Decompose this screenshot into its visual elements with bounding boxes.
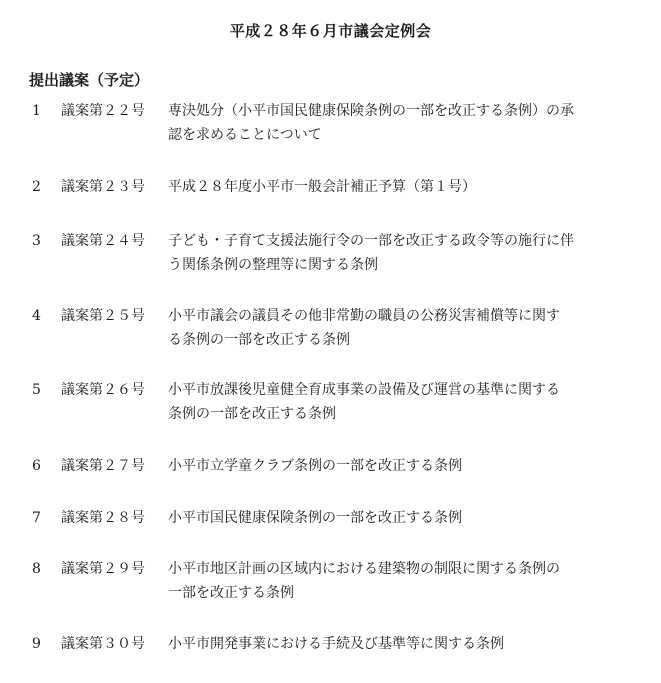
bill-title-line: 小平市立学童クラブ条例の一部を改正する条例 xyxy=(168,458,462,474)
bill-number: 議案第２９号 xyxy=(61,561,145,577)
bill-number: 議案第２２号 xyxy=(61,103,145,119)
document-title: 平成２８年６月市議会定例会 xyxy=(229,22,432,40)
bill-number: 議案第３０号 xyxy=(61,636,145,652)
item-number: 8 xyxy=(32,561,41,577)
bill-title-line: 小平市国民健康保険条例の一部を改正する条例 xyxy=(168,510,462,526)
item-number: 3 xyxy=(32,233,41,249)
item-number: 5 xyxy=(32,382,41,398)
bill-title xyxy=(168,557,613,605)
bill-title-line: る条例の一部を改正する条例 xyxy=(168,332,350,348)
bill-number: 議案第２５号 xyxy=(61,308,145,324)
item-number: 9 xyxy=(32,636,41,652)
item-number: 6 xyxy=(32,458,41,474)
item-number: 4 xyxy=(32,308,41,324)
item-number: 7 xyxy=(32,510,41,526)
bill-number: 議案第２３号 xyxy=(61,179,145,195)
bill-title-line: 一部を改正する条例 xyxy=(168,585,294,601)
bill-title xyxy=(168,99,613,147)
bill-title-line: 小平市地区計画の区域内における建築物の制限に関する条例の xyxy=(168,561,560,577)
section-heading: 提出議案（予定） xyxy=(29,71,150,89)
bill-title-line: 子ども・子育て支援法施行令の一部を改正する政令等の施行に伴 xyxy=(168,233,574,249)
bill-title-line: 小平市放課後児童健全育成事業の設備及び運営の基準に関する xyxy=(168,382,560,398)
bill-title-line: 平成２８年度小平市一般会計補正予算（第１号） xyxy=(168,179,476,195)
bill-title xyxy=(168,378,613,426)
item-number: 2 xyxy=(32,179,41,195)
bill-number: 議案第２７号 xyxy=(61,458,145,474)
bill-title-line: う関係条例の整理等に関する条例 xyxy=(168,257,378,273)
bill-title-line: 専決処分（小平市国民健康保険条例の一部を改正する条例）の承 xyxy=(168,103,574,119)
bill-title-line: 小平市議会の議員その他非常勤の職員の公務災害補償等に関す xyxy=(168,308,560,324)
item-number: 1 xyxy=(32,103,41,119)
bill-title xyxy=(168,304,613,352)
bill-title xyxy=(168,229,613,277)
bill-title xyxy=(168,632,613,656)
bill-title xyxy=(168,454,613,478)
bill-title xyxy=(168,506,613,530)
bill-title-line: 認を求めることについて xyxy=(168,127,322,143)
bill-title xyxy=(168,175,613,199)
bill-number: 議案第２４号 xyxy=(61,233,145,249)
bill-title-line: 条例の一部を改正する条例 xyxy=(168,406,336,422)
bill-number: 議案第２８号 xyxy=(61,510,145,526)
bill-number: 議案第２６号 xyxy=(61,382,145,398)
bill-title-line: 小平市開発事業における手続及び基準等に関する条例 xyxy=(168,636,504,652)
